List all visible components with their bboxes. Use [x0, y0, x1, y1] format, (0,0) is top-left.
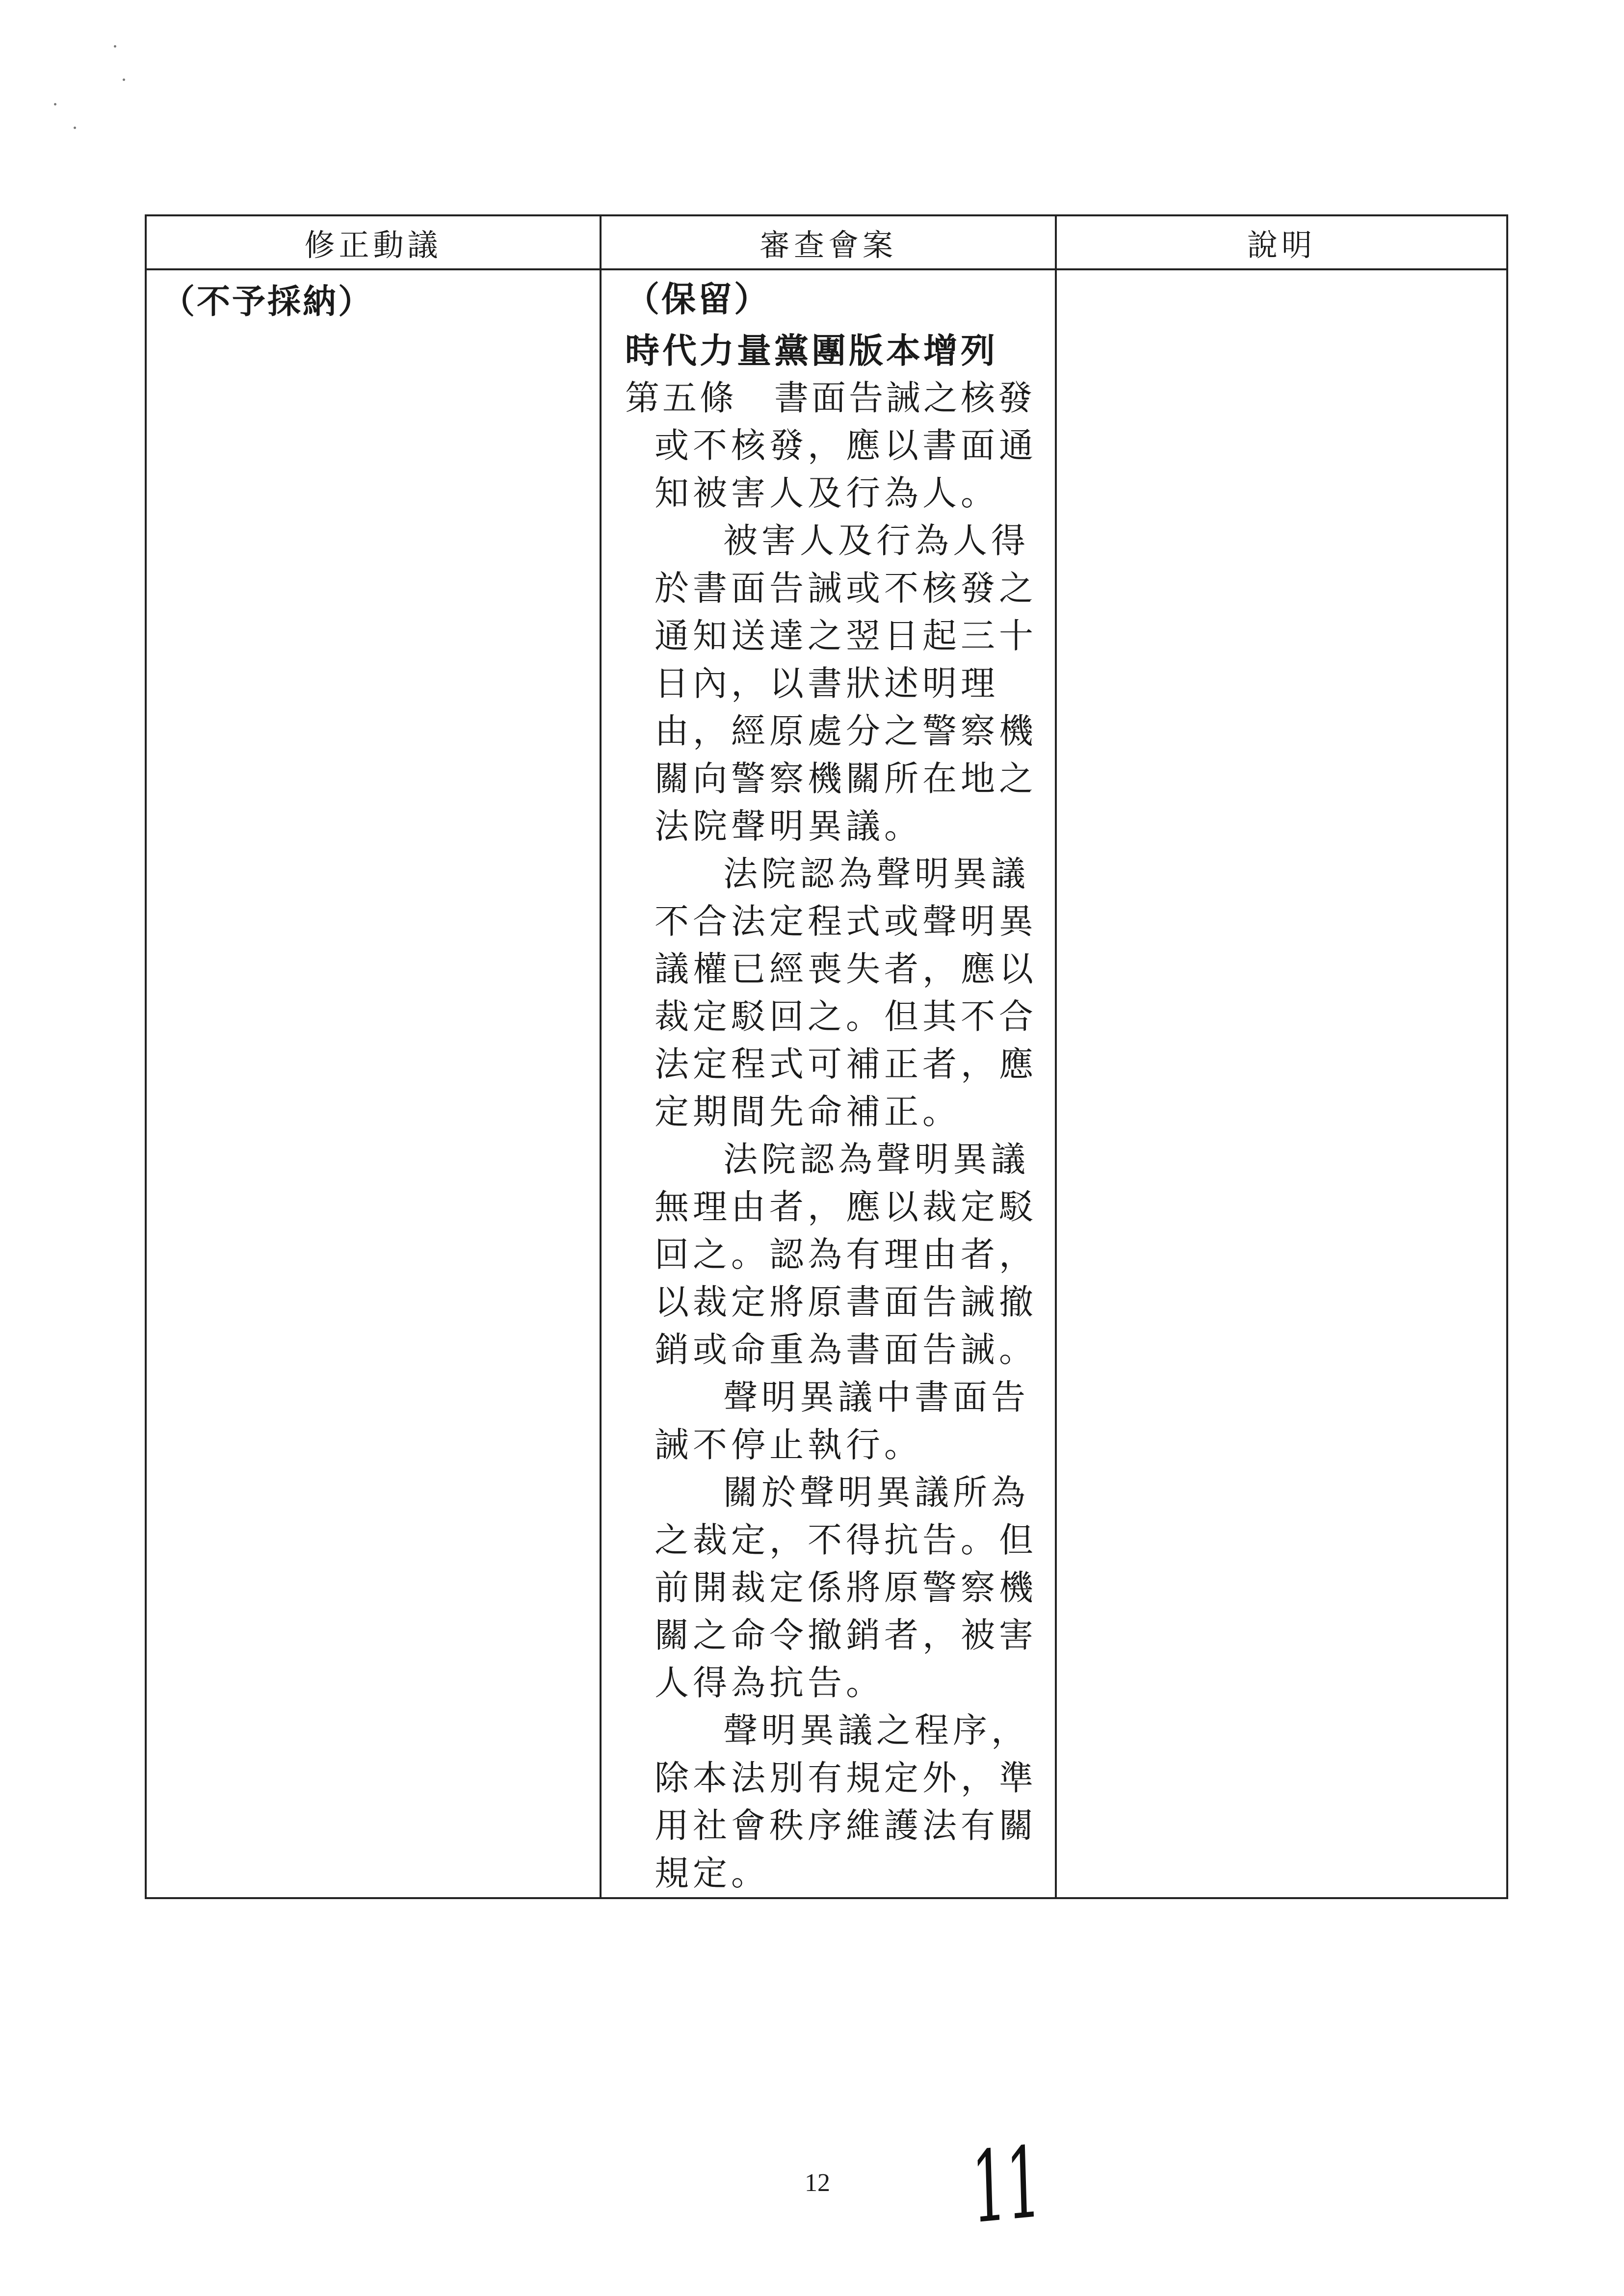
header-review: 審查會案	[601, 215, 1056, 269]
content-row	[146, 269, 1507, 1898]
scan-speck	[54, 103, 56, 105]
article-heading: 第五條 書面告誡之核發	[625, 378, 1035, 418]
scan-speck	[74, 127, 76, 129]
paragraph-7: 聲明異議之程序，除本法別有規定外，準用社會秩序維護法有關規定。	[655, 1710, 1037, 1893]
amendment-status: （不予採納）	[161, 282, 374, 321]
paragraph-3: 法院認為聲明異議不合法定程式或聲明異議權已經喪失者，應以裁定駁回之。但其不合法定程式可補正者，應定期間先命補正。	[655, 854, 1037, 1132]
paragraph-1: 或不核發，應以書面通知被害人及行為人。	[655, 425, 1037, 513]
version-heading: 時代力量黨團版本增列	[625, 330, 998, 371]
header-amendment: 修正動議	[146, 215, 601, 269]
explanation-cell	[1056, 269, 1507, 1898]
scan-speck	[123, 78, 125, 81]
paragraph-5: 聲明異議中書面告誡不停止執行。	[655, 1377, 1029, 1465]
paragraph-2: 被害人及行為人得於書面告誡或不核發之通知送達之翌日起三十日內，以書狀述明理由，經原處分之警察機關向警察機關所在地之法院聲明異議。	[655, 521, 1037, 846]
review-cell	[601, 269, 1056, 1898]
review-status: （保留）	[625, 279, 770, 319]
comparison-table	[145, 214, 1508, 1899]
handwritten-page-mark: 11	[970, 2125, 1043, 2246]
scan-speck	[114, 45, 116, 48]
header-explanation: 說明	[1056, 215, 1507, 269]
paragraph-4: 法院認為聲明異議無理由者，應以裁定駁回之。認為有理由者，以裁定將原書面告誡撤銷或命重為書面告誡。	[655, 1139, 1037, 1370]
header-row	[146, 215, 1507, 269]
amendment-cell	[146, 269, 601, 1898]
page-number: 12	[805, 2169, 830, 2197]
paragraph-6: 關於聲明異議所為之裁定，不得抗告。但前開裁定係將原警察機關之命令撤銷者，被害人得為抗告。	[655, 1472, 1037, 1703]
